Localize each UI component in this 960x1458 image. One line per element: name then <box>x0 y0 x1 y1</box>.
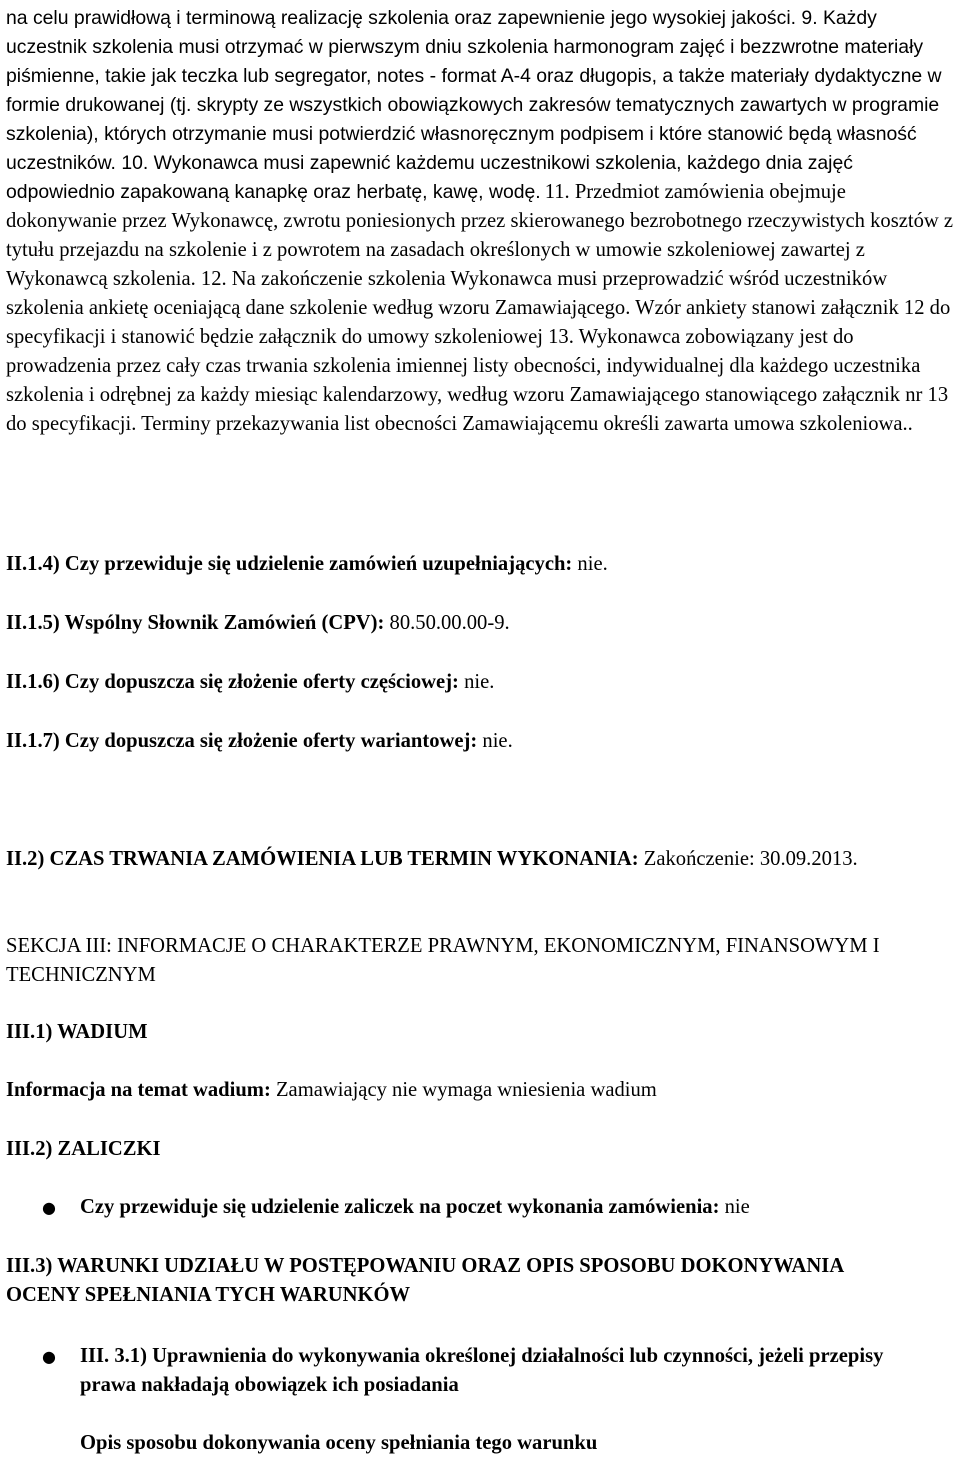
section-iii-1-heading <box>6 1018 954 1047</box>
bullet-icon: ● <box>42 1347 56 1366</box>
section-ii-1-5 <box>6 609 954 638</box>
section-ii-1-7-label: II.1.7) Czy dopuszcza się złożenie oferty wariantowej: <box>6 730 478 752</box>
iii-3-1-list-item <box>6 1342 954 1400</box>
opis-sposobu-label: Opis sposobu dokonywania oceny spełniania tego warunku <box>80 1432 598 1454</box>
section-ii-1-5-value: 80.50.00.00-9. <box>384 612 510 634</box>
opis-sposobu-heading <box>80 1429 954 1458</box>
zaliczki-text <box>80 1193 954 1222</box>
wadium-info <box>6 1076 954 1105</box>
section-iii-2-heading <box>6 1135 954 1164</box>
section-ii-1-6-value: nie. <box>458 671 495 693</box>
section-iii-heading: SEKCJA III: INFORMACJE O CHARAKTERZE PRAWNYM, EKONOMICZNYM, FINANSOWYM I TECHNICZNYM <box>6 935 880 986</box>
section-ii-1-4-label: II.1.4) Czy przewiduje się udzielenie zamówień uzupełniających: <box>6 553 573 575</box>
iii-3-1-label: III. 3.1) Uprawnienia do wykonywania określonej działalności lub czynności, jeżeli przepisy prawa nakładają obowiązek ich posiadania <box>80 1345 884 1396</box>
intro-paragraph <box>6 4 954 439</box>
section-ii-1-5-label: II.1.5) Wspólny Słownik Zamówień (CPV): <box>6 612 385 634</box>
section-ii-2-label: II.2) CZAS TRWANIA ZAMÓWIENIA LUB TERMIN WYKONANIA: <box>6 848 639 870</box>
section-ii-1-4-value: nie. <box>572 553 608 575</box>
section-iii-1-label: III.1) WADIUM <box>6 1021 148 1043</box>
section-ii-1-7-value: nie. <box>477 730 513 752</box>
section-ii-1-4 <box>6 550 954 579</box>
zaliczki-label: Czy przewiduje się udzielenie zaliczek na poczet wykonania zamówienia: <box>80 1196 720 1218</box>
section-iii-3-heading <box>6 1252 886 1310</box>
section-ii-1-6-label: II.1.6) Czy dopuszcza się złożenie oferty częściowej: <box>6 671 459 693</box>
zaliczki-value: nie <box>719 1196 750 1218</box>
section-ii-2 <box>6 845 954 874</box>
section-iii-3-label: III.3) WARUNKI UDZIAŁU W POSTĘPOWANIU ORAZ OPIS SPOSOBU DOKONYWANIA OCENY SPEŁNIANIA TYCH WARUNKÓW <box>6 1255 844 1306</box>
intro-sans-text: na celu prawidłową i terminową realizację szkolenia oraz zapewnienie jego wysokiej jakości. 9. Każdy uczestnik szkolenia musi otrzymać w pierwszym dniu szkolenia harmonogram zajęć i bezzwrotne materiały piśmienne, takie jak teczka lub segregator, notes - format A-4 oraz długopis, a także materiały dydaktyczne w formie drukowanej (tj. skrypty ze wszystkich obowiązkowych zakresów tematycznych zawartych w programie szkolenia), których otrzymanie musi potwierdzić własnoręcznym podpisem i które stanowić będą własność uczestników. 10. Wykonawca musi zapewnić każdemu uczestnikowi szkolenia, każdego dnia zajęć odpowiednio zapakowaną kanapkę oraz herbatę, kawę, wodę. <box>6 7 942 203</box>
section-ii-1-6 <box>6 668 954 697</box>
wadium-info-value: Zamawiający nie wymaga wniesienia wadium <box>270 1079 657 1101</box>
intro-serif-text: 11. Przedmiot zamówienia obejmuje dokonywanie przez Wykonawcę, zwrotu poniesionych przez skierowanego bezrobotnego rzeczywistych kosztów z tytułu przejazdu na szkolenie i z powrotem na zasadach określonych w umowie szkoleniowej zawartej z Wykonawcą szkolenia. 12. Na zakończenie szkolenia Wykonawca musi przeprowadzić wśród uczestników szkolenia ankietę oceniającą dane szkolenie według wzoru Zamawiającego. Wzór ankiety stanowi załącznik 12 do specyfikacji i stanowić będzie załącznik do umowy szkoleniowej 13. Wykonawca zobowiązany jest do prowadzenia przez cały czas trwania szkolenia imiennej listy obecności, indywidualnej dla każdego uczestnika szkolenia i odrębnej za każdy miesiąc kalendarzowy, według wzoru Zamawiającego stanowiącego załącznik nr 13 do specyfikacji. Terminy przekazywania list obecności Zamawiającemu określi zawarta umowa szkoleniowa.. <box>6 181 954 435</box>
bullet-icon: ● <box>42 1198 56 1217</box>
section-ii-2-value: Zakończenie: 30.09.2013. <box>638 848 858 870</box>
iii-3-1-text <box>80 1342 920 1400</box>
zaliczki-list-item <box>6 1193 954 1222</box>
wadium-info-label: Informacja na temat wadium: <box>6 1079 271 1101</box>
section-iii-2-label: III.2) ZALICZKI <box>6 1138 161 1160</box>
section-ii-1-7 <box>6 727 954 756</box>
